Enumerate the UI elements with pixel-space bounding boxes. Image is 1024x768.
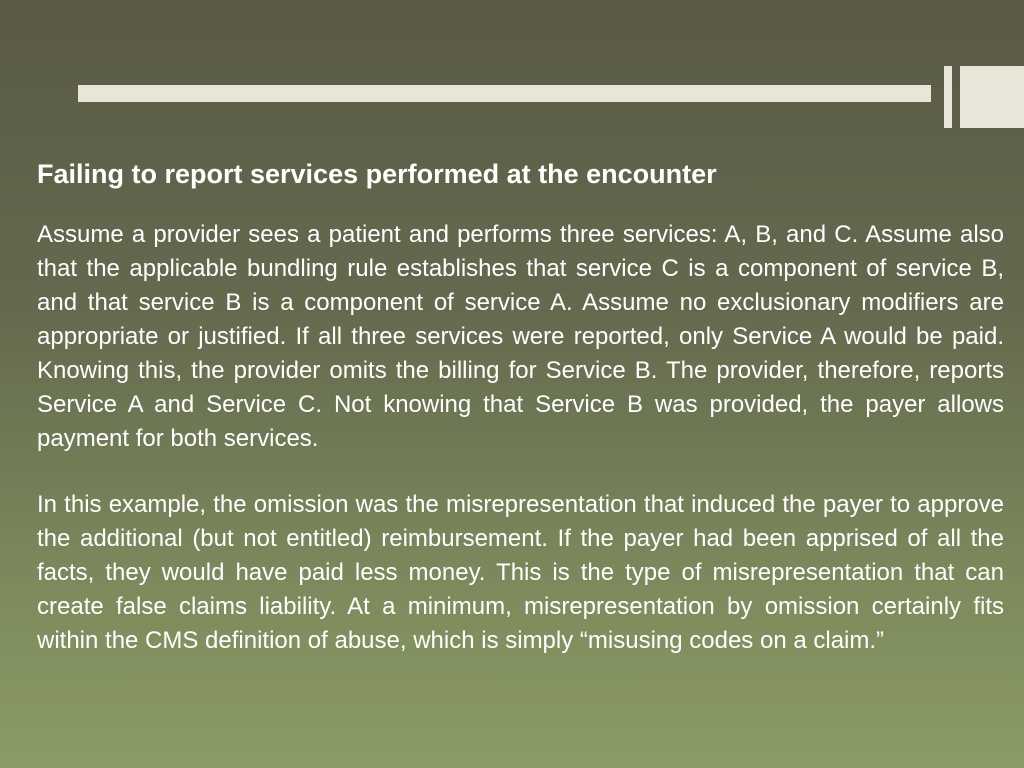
paragraph-analysis: In this example, the omission was the misrepresentation that induced the payer to approve the additional (but not entitled) reimbursement. If the payer had been apprised of all the facts, they would have paid less money. This is the type of misrepresentation that can create false claims liability. At a minimum, misrepresentation by omission certainly fits within the CMS definition of abuse, which is simply “misusing codes on a claim.” <box>37 491 1004 654</box>
slide-heading: Failing to report services performed at the encounter <box>37 159 717 189</box>
decorative-right-bar-thick <box>960 66 1024 128</box>
slide-content <box>37 156 1004 690</box>
decorative-right-bar-thin <box>944 66 952 128</box>
decorative-top-bar <box>78 85 931 102</box>
paragraph-scenario: Assume a provider sees a patient and performs three services: A, B, and C. Assume also that the applicable bundling rule establishes that service C is a component of service B, and that service B is a component of service A. Assume no exclusionary modifiers are appropriate or justified. If all three services were reported, only Service A would be paid. Knowing this, the provider omits the billing for Service B. The provider, therefore, reports Service A and Service C. Not knowing that Service B was provided, the payer allows payment for both services. <box>37 221 1004 452</box>
